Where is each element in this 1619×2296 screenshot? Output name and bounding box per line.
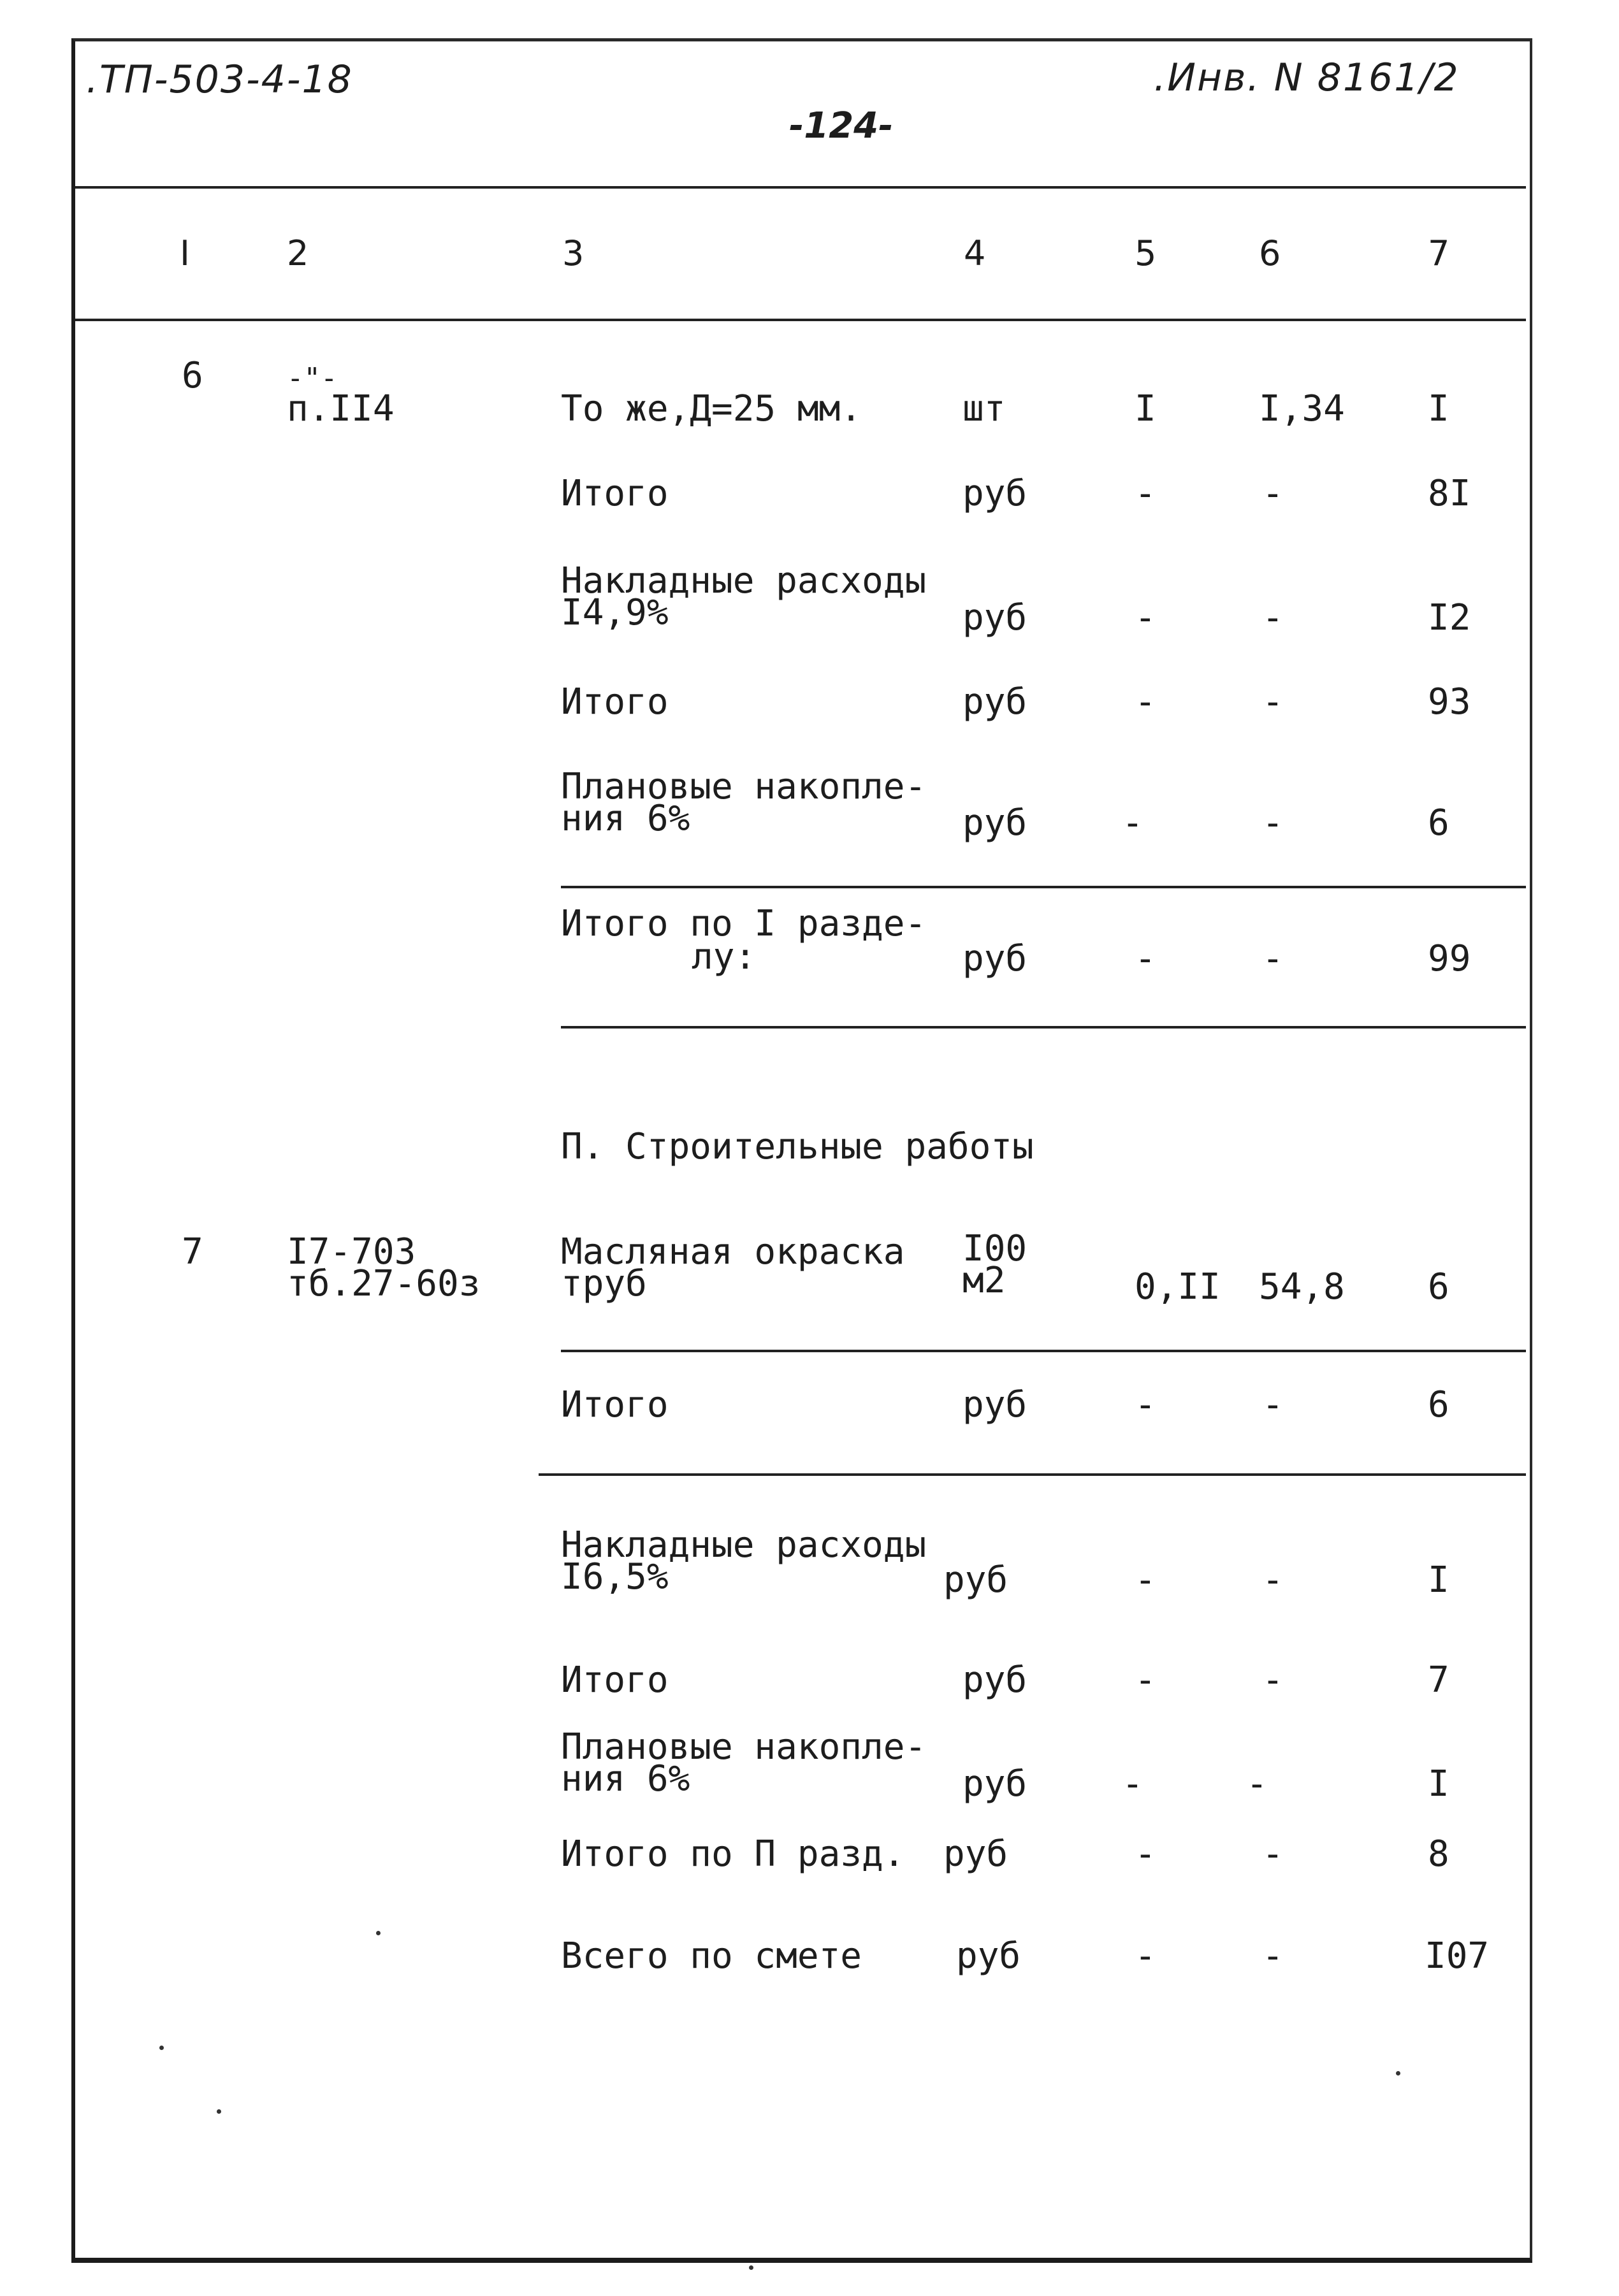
inventory-number: .Инв. N 8161/2	[1154, 55, 1460, 100]
quantity: -	[1135, 1833, 1156, 1875]
quantity: -	[1135, 938, 1156, 979]
unit: м2	[962, 1260, 1006, 1301]
total-cost: 6	[1428, 1384, 1449, 1426]
unit: руб	[962, 1763, 1027, 1805]
quantity: -	[1135, 1384, 1156, 1426]
page-number: -124-	[789, 105, 894, 147]
doc-code: .ТП-503-4-18	[86, 57, 353, 102]
unit-price: -	[1262, 938, 1284, 979]
total-cost: 6	[1428, 802, 1449, 844]
overhead-rate: I4,9%	[561, 592, 669, 633]
row-number: 6	[182, 355, 203, 396]
quantity: -	[1135, 1935, 1156, 1977]
total-cost: I07	[1425, 1935, 1490, 1977]
unit-price: -	[1262, 597, 1284, 639]
reference-code: п.II4	[287, 388, 395, 430]
col-number-7: 7	[1428, 233, 1450, 273]
reference-table: тб.27-60з	[287, 1263, 481, 1304]
col-number-1: I	[180, 233, 190, 273]
quantity: -	[1122, 802, 1143, 844]
unit-price: 54,8	[1259, 1266, 1345, 1308]
work-description: То же,Д=25 мм.	[561, 388, 862, 430]
unit-price: -	[1262, 1833, 1284, 1875]
quantity: -	[1135, 1659, 1156, 1701]
work-description-cont: труб	[561, 1263, 647, 1304]
quantity: -	[1135, 597, 1156, 639]
total-cost: 8	[1428, 1833, 1449, 1875]
total-cost: 93	[1428, 681, 1471, 723]
total-cost: 6	[1428, 1266, 1449, 1308]
section-total-label: Итого по I разде-	[561, 903, 927, 944]
header-divider	[75, 186, 1526, 189]
scan-speck	[376, 1931, 381, 1935]
unit-price: -	[1262, 1935, 1284, 1977]
planned-savings-label: Плановые накопле-	[561, 1726, 927, 1768]
work-description: Масляная окраска	[561, 1231, 905, 1273]
quantity: -	[1135, 681, 1156, 723]
unit: шт	[962, 388, 1006, 430]
col-number-3: 3	[562, 233, 584, 273]
unit: руб	[962, 938, 1027, 979]
total-cost: 8I	[1428, 473, 1471, 514]
unit: руб	[962, 473, 1027, 514]
row-number: 7	[182, 1231, 203, 1273]
total-cost: I	[1428, 1559, 1449, 1601]
unit-price: -	[1262, 802, 1284, 844]
overhead-rate: I6,5%	[561, 1556, 669, 1598]
unit-price: -	[1262, 681, 1284, 723]
unit-price: -	[1262, 1659, 1284, 1701]
section-divider	[561, 1026, 1526, 1029]
col-number-6: 6	[1259, 233, 1281, 273]
grand-total-label: Всего по смете	[561, 1935, 862, 1977]
planned-savings-rate: ния 6%	[561, 798, 690, 839]
overhead-label: Накладные расходы	[561, 560, 927, 602]
unit: руб	[962, 802, 1027, 844]
subtotal-label: Итого	[561, 681, 669, 723]
planned-savings-rate: ния 6%	[561, 1758, 690, 1800]
scan-speck	[217, 2109, 221, 2114]
row-divider	[539, 1473, 1526, 1476]
unit-price: I,34	[1259, 388, 1345, 430]
col-number-4: 4	[964, 233, 986, 273]
unit: руб	[943, 1833, 1008, 1875]
unit: руб	[943, 1559, 1008, 1601]
quantity: -	[1122, 1763, 1143, 1805]
scan-speck	[159, 2046, 164, 2050]
total-cost: I	[1428, 1763, 1449, 1805]
quantity: -	[1135, 1559, 1156, 1601]
reference-code: I7-703	[287, 1231, 416, 1273]
total-cost: I2	[1428, 597, 1471, 639]
scan-speck	[1396, 2071, 1400, 2076]
subtotal-label: Итого	[561, 1659, 669, 1701]
col-number-5: 5	[1135, 233, 1157, 273]
unit: руб	[962, 1384, 1027, 1426]
section-divider	[561, 886, 1526, 888]
quantity: I	[1135, 388, 1156, 430]
unit: руб	[962, 681, 1027, 723]
scan-speck	[749, 2265, 753, 2270]
planned-savings-label: Плановые накопле-	[561, 766, 927, 807]
subtotal-label: Итого	[561, 473, 669, 514]
unit-price: -	[1246, 1763, 1268, 1805]
quantity: 0,II	[1135, 1266, 1221, 1308]
unit-price: -	[1262, 1384, 1284, 1426]
unit-price: -	[1262, 1559, 1284, 1601]
reference-ditto: -"-	[287, 362, 338, 394]
col-number-2: 2	[287, 233, 309, 273]
section-total-label: Итого по П разд.	[561, 1833, 905, 1875]
unit-amount: I00	[962, 1228, 1027, 1269]
total-cost: I	[1428, 388, 1449, 430]
row-divider	[561, 1350, 1526, 1352]
unit: руб	[962, 1659, 1027, 1701]
unit-price: -	[1262, 473, 1284, 514]
unit: руб	[962, 597, 1027, 639]
column-header-divider	[75, 319, 1526, 321]
overhead-label: Накладные расходы	[561, 1524, 927, 1566]
section-total-label-cont: лу:	[692, 936, 757, 978]
quantity: -	[1135, 473, 1156, 514]
section-heading: П. Строительные работы	[561, 1126, 1034, 1167]
total-cost: 99	[1428, 938, 1471, 979]
unit: руб	[956, 1935, 1021, 1977]
total-cost: 7	[1428, 1659, 1449, 1701]
subtotal-label: Итого	[561, 1384, 669, 1426]
